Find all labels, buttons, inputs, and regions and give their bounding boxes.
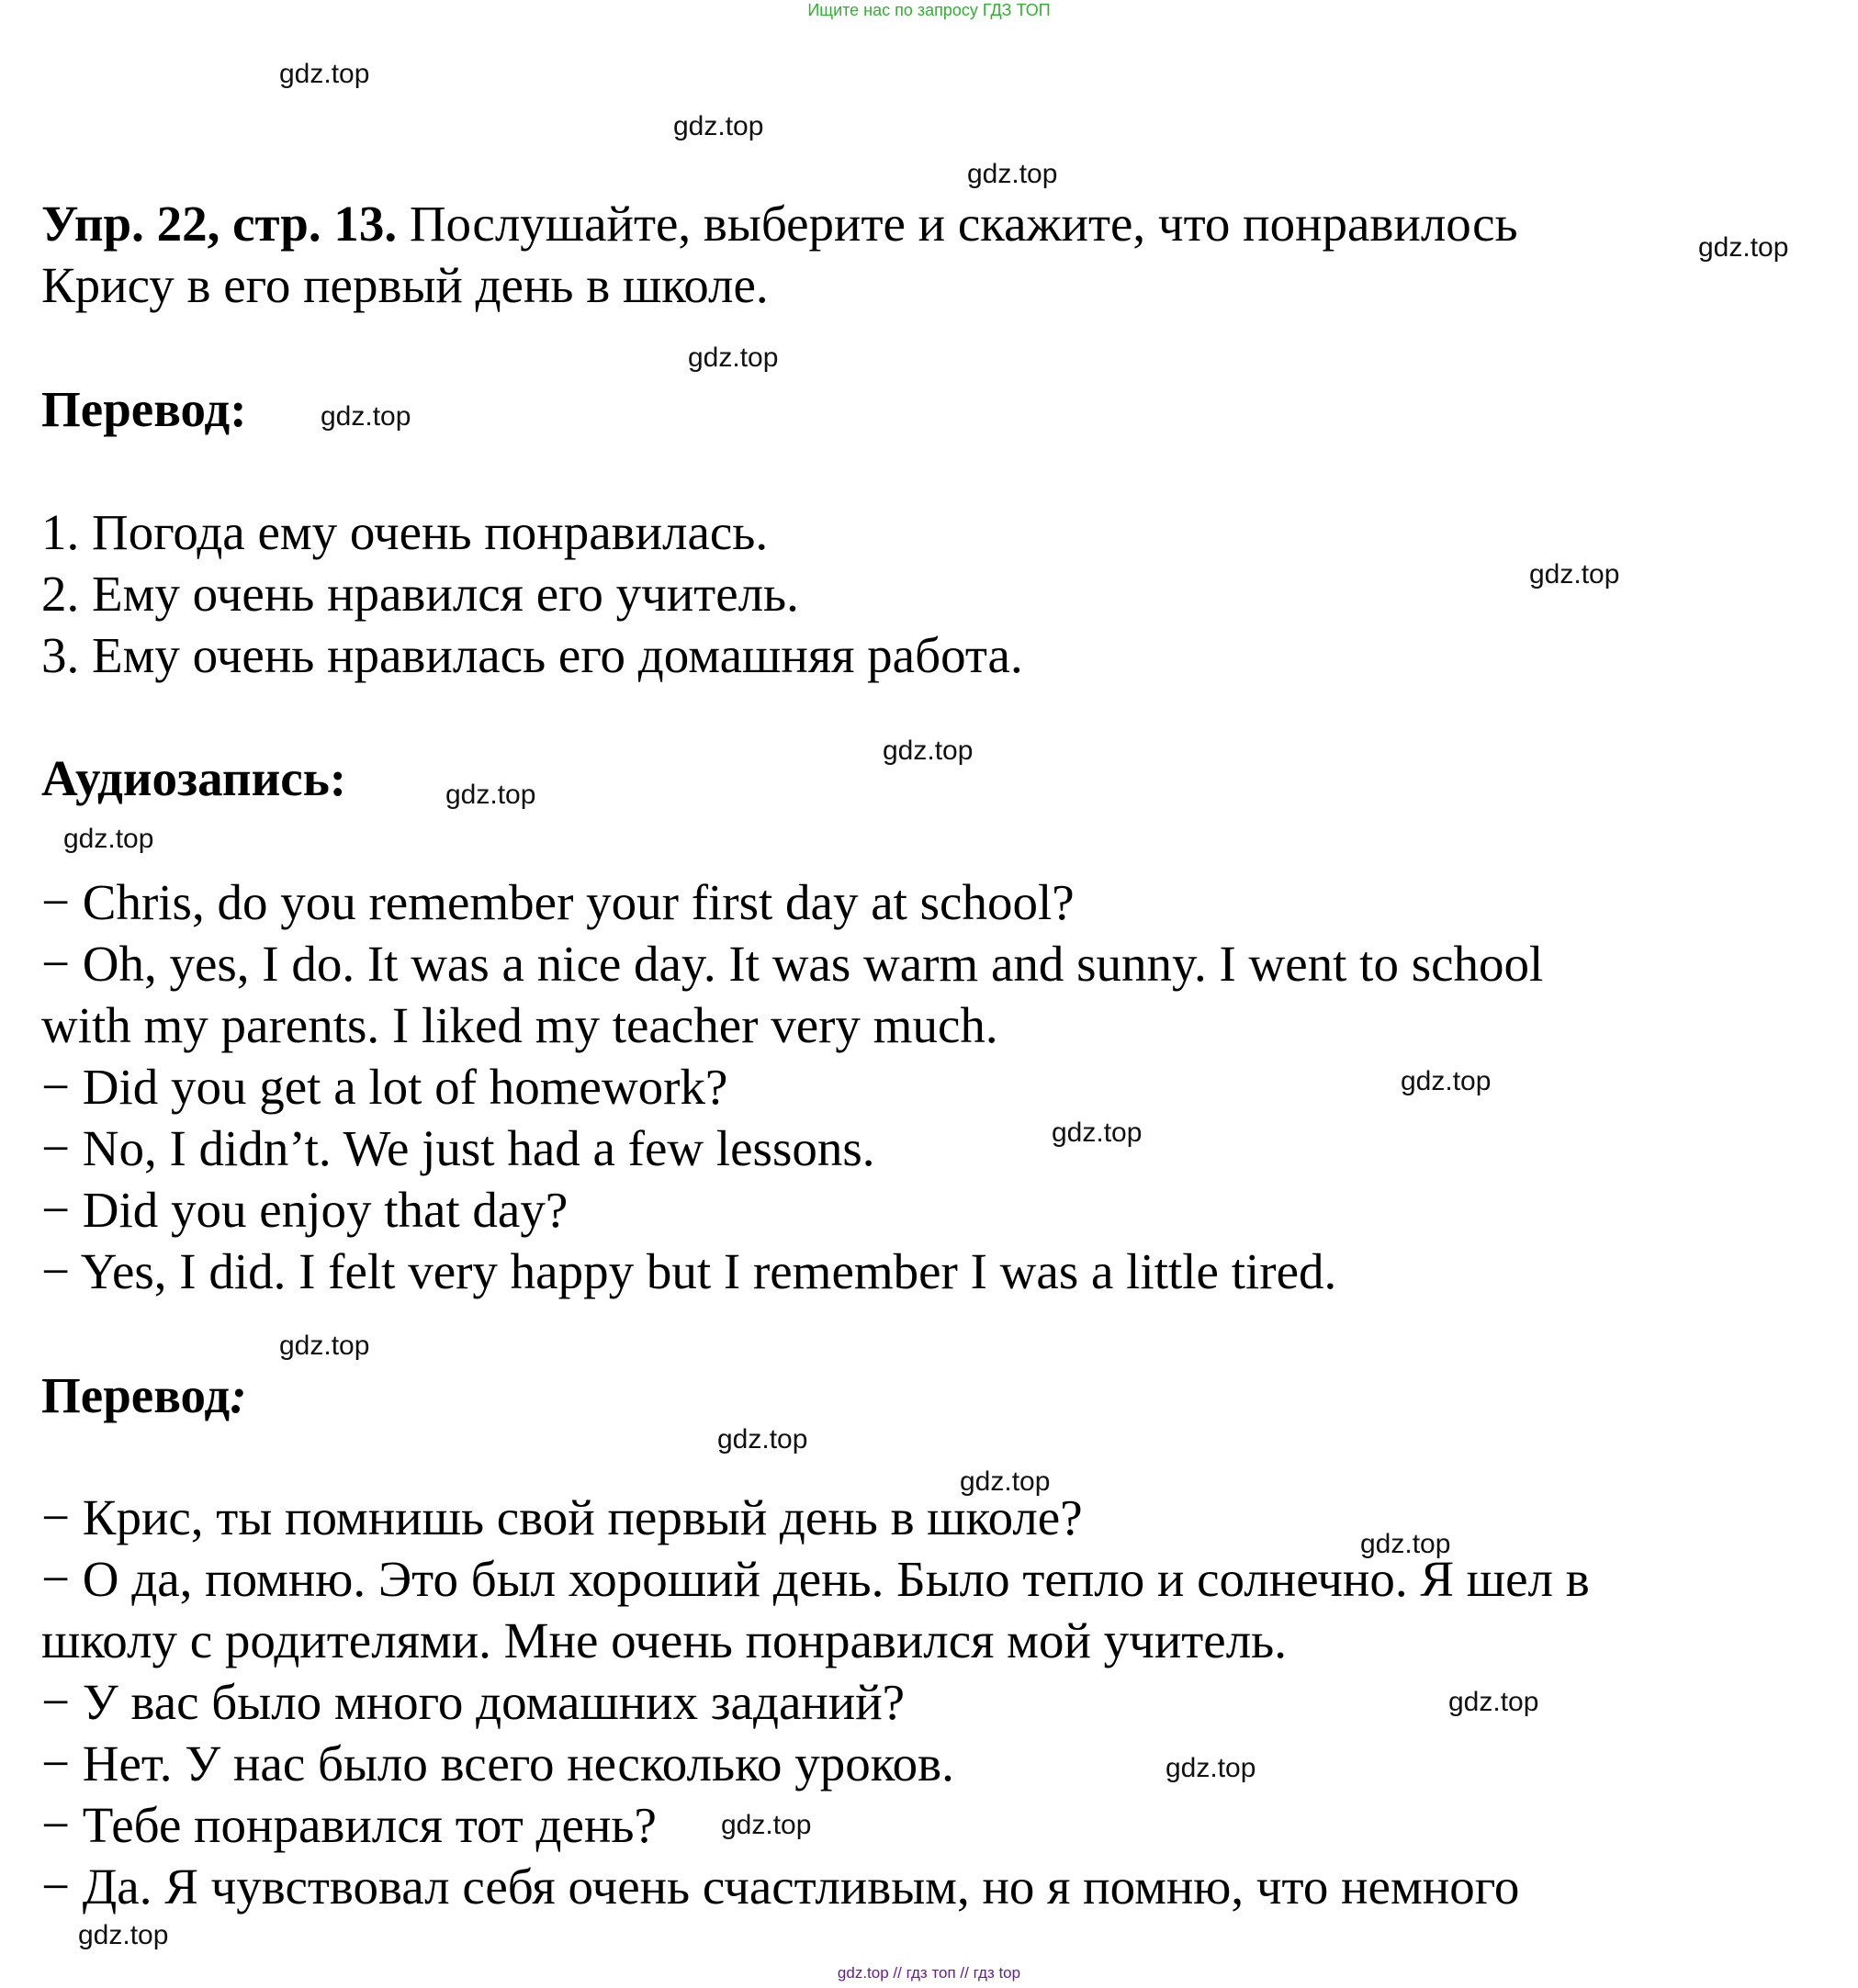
watermark: gdz.top (78, 1920, 169, 1950)
exercise-task-continued: Крису в его первый день в школе. (41, 257, 769, 313)
translation-line: − У вас было много домашних заданий? (41, 1674, 906, 1730)
audio-line: − Did you get a lot of homework? (41, 1059, 728, 1115)
audio-line: − Yes, I did. I felt very happy but I remember I was a little tired. (41, 1243, 1337, 1299)
top-banner: Ищите нас по запросу ГДЗ ТОП (807, 1, 1051, 19)
watermark: gdz.top (321, 401, 411, 432)
watermark: gdz.top (1448, 1687, 1539, 1717)
watermark: gdz.top (673, 111, 764, 141)
exercise-task: Послушайте, выберите и скажите, что понравилось (397, 196, 1518, 252)
translation-line: − Нет. У нас было всего несколько уроков. (41, 1735, 954, 1791)
answer-item: 3. Ему очень нравилась его домашняя работа. (41, 627, 1023, 683)
watermark: gdz.top (1360, 1529, 1451, 1559)
watermark: gdz.top (1698, 232, 1789, 263)
watermark: gdz.top (445, 780, 536, 810)
translation-heading: Перевод: (41, 381, 247, 437)
watermark: gdz.top (883, 736, 974, 766)
translation2-heading-colon: : (230, 1367, 247, 1423)
watermark: gdz.top (1052, 1118, 1143, 1148)
watermark: gdz.top (717, 1424, 808, 1454)
audio-line: − Oh, yes, I do. It was a nice day. It was warm and sunny. I went to school (41, 936, 1544, 992)
watermark: gdz.top (63, 824, 154, 854)
translation-line: − Да. Я чувствовал себя очень счастливым, но я помню, что немного (41, 1859, 1520, 1915)
translation-line: школу с родителями. Мне очень понравился мой учитель. (41, 1612, 1287, 1668)
exercise-label: Упр. 22, стр. 13. (41, 196, 398, 252)
bottom-footer: gdz.top // гдз топ // гдз top (837, 1964, 1021, 1982)
translation2-heading (41, 1365, 247, 1426)
watermark: gdz.top (1401, 1066, 1492, 1096)
translation-line: − Тебе понравился тот день? (41, 1797, 657, 1853)
translation2-heading-text: Перевод (41, 1367, 231, 1423)
audio-line: − Did you enjoy that day? (41, 1182, 569, 1238)
audio-heading: Аудиозапись: (41, 750, 347, 806)
watermark: gdz.top (279, 59, 370, 89)
exercise-title (41, 194, 1518, 254)
audio-line: with my parents. I liked my teacher very much. (41, 997, 998, 1053)
audio-line: − No, I didn’t. We just had a few lessons. (41, 1120, 875, 1176)
translation-line: − Крис, ты помнишь свой первый день в школе? (41, 1489, 1083, 1545)
answer-item: 2. Ему очень нравился его учитель. (41, 566, 799, 622)
watermark: gdz.top (1165, 1753, 1256, 1783)
watermark: gdz.top (721, 1810, 812, 1840)
watermark: gdz.top (279, 1331, 370, 1361)
watermark: gdz.top (688, 343, 779, 373)
translation-line: − О да, помню. Это был хороший день. Было тепло и солнечно. Я шел в (41, 1551, 1590, 1607)
watermark: gdz.top (960, 1466, 1051, 1497)
answer-item: 1. Погода ему очень понравилась. (41, 504, 769, 560)
audio-line: − Chris, do you remember your first day at school? (41, 874, 1075, 930)
watermark: gdz.top (967, 159, 1058, 189)
watermark: gdz.top (1529, 559, 1620, 590)
